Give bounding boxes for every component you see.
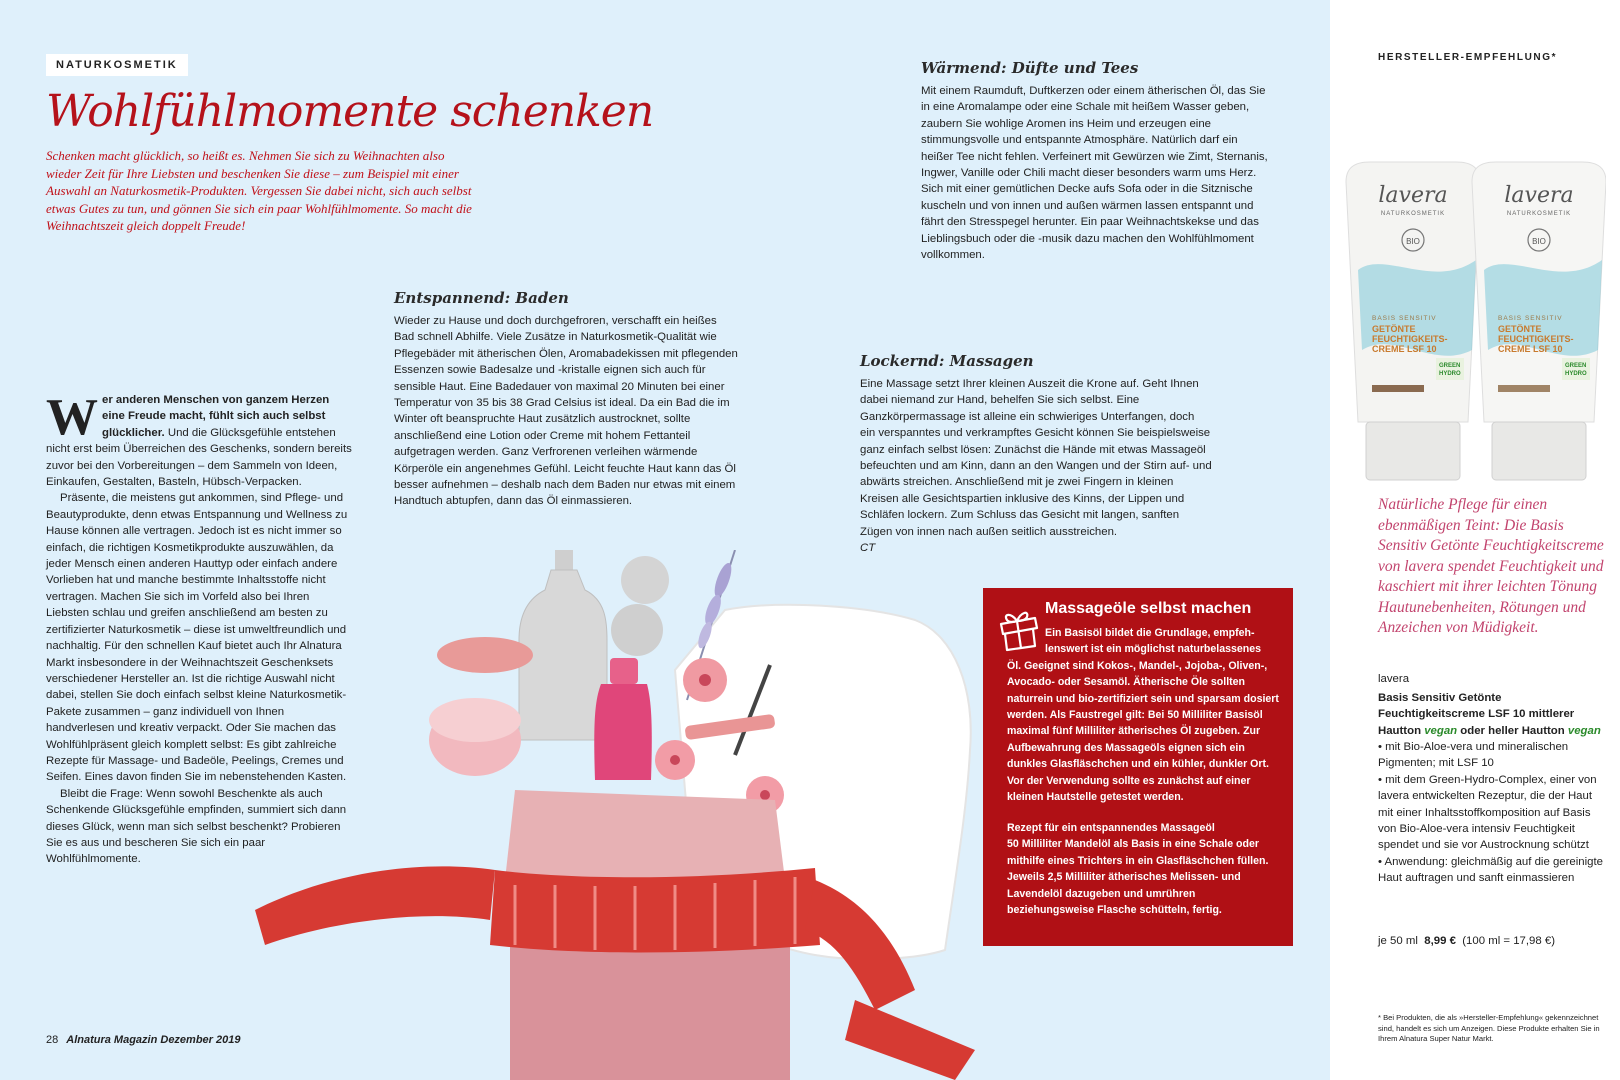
vegan-label: vegan <box>1567 724 1601 737</box>
price-amount: 8,99 € <box>1424 935 1456 947</box>
tube-1-seal: BIO <box>1406 237 1420 246</box>
section-duefte <box>921 59 1271 263</box>
tube-2-name-2: FEUCHTIGKEITS- <box>1498 334 1574 344</box>
tube-2-line: BASIS SENSITIV <box>1498 315 1563 322</box>
publication-name: Alnatura Magazin Dezember 2019 <box>66 1034 241 1046</box>
page-number: 28 <box>46 1034 59 1046</box>
article-intro: Schenken macht glücklich, so heißt es. Nehmen Sie sich zu Weihnachten also wieder Zeit für Ihre Liebsten und beschenken Sie diese – zum Beispiel mit einer Auswahl an Naturkosmetik-Produkten. Vergessen Sie dabei nicht, sich auch selbst etwas Gutes zu tun, und gönnen Sie sich ein paar Wohlfühlmomente. So macht die Weihnachtszeit gleich doppelt Freude! <box>46 148 472 233</box>
product-image <box>1344 160 1606 482</box>
glass-bottle-shape <box>519 550 607 740</box>
compact-shape <box>437 637 533 673</box>
section-duefte-heading: Wärmend: Düfte und Tees <box>921 59 1139 77</box>
author-initials: CT <box>860 542 876 555</box>
right-page <box>1330 0 1620 1080</box>
product-name-variant: oder heller Hautton <box>1457 724 1568 737</box>
main-article-column <box>46 389 354 868</box>
vegan-label: vegan <box>1424 724 1458 737</box>
main-article-paragraph-2: Präsente, die meistens gut ankommen, sind Pflege- und Beautyprodukte, denn etwas Entspannung und Wellness zu Hause können alle vertragen. Jedoch ist es nicht immer so einfach, die richtigen Kosmetikprodukte auszuwählen, da jeder Mensch einen anderen Hauttyp oder einfach andere Vorlieben hat und manche bestimmte Inhaltsstoffe nicht vertragen. Machen Sie sich im Vorfeld also bei Ihren Liebsten schlau und greifen anschließend am besten zu zertifizierter Naturkosmetik – diese ist umweltfreundlich und nachhaltig. Für den schnellen Kauf bietet auch Ihr Alnatura Markt insbesondere in der Weihnachtszeit Geschenksets verschiedener Hersteller an. Ist die richtige Auswahl nicht dabei, stellen Sie doch einfach selbst kleine Naturkosmetik-Pakete zusammen – ganz individuell von Ihnen handverlesen und kreativ verpackt. Oder Sie machen das Wohlfühlpräsent gleich komplett selbst: Es gibt zahlreiche Rezepte für Massage- und Badeöle, Peelings, Cremes und Seifen. Eines davon finden Sie im nebenstehenden Kasten. <box>46 492 348 784</box>
tube-1-name-1: GETÖNTE <box>1372 324 1416 334</box>
tube-2-badge-2: HYDRO <box>1565 371 1587 377</box>
info-box-recipe <box>1007 820 1281 918</box>
product-tube-2 <box>1472 162 1606 480</box>
feature-item: • mit dem Green-Hydro-Complex, einer von lavera entwickelten Rezeptur, die der Haut mit einer Inhaltsstoffkomposition auf Basis von Bio-Aloe-vera intensiv Feuchtigkeit spendet und sie vor Austrocknung schützt <box>1378 773 1597 852</box>
lead-bold-text: er anderen Menschen von ganzem Herzen eine Freude macht, fühlt sich auch selbst glücklicher. <box>102 394 330 439</box>
tube-1-line: BASIS SENSITIV <box>1372 315 1437 322</box>
recipe-text: 50 Milliliter Mandelöl als Basis in eine Schale oder mithilfe eines Trichters in ein Glasfläschchen füllen. Jeweils 2,5 Milliliter ätherisches Melissen- und Lavendelöl dazugeben und umrühren beziehungsweise Flasche schütteln, fertig. <box>1007 838 1269 917</box>
tube-2-badge-1: GREEN <box>1565 363 1587 369</box>
feature-item: • mit Bio-Aloe-vera und mineralischen Pigmenten; mit LSF 10 <box>1378 741 1569 770</box>
product-price <box>1378 935 1555 947</box>
product-name-main: Basis Sensitiv Getönte Feuchtigkeitscreme LSF 10 mittlerer Hautton <box>1378 692 1575 737</box>
tube-1-name-2: FEUCHTIGKEITS- <box>1372 334 1448 344</box>
section-massage-text: Eine Massage setzt Ihrer kleinen Auszeit die Krone auf. Geht Ihnen dabei niemand zur Hand, behelfen Sie sich selbst. Eine Ganzkörpermassage ist alleine ein schwieriges Unterfangen, doch ein verspanntes und verkrampftes Gesicht können Sie beispielsweise ganz einfach selbst lösen: Zunächst die Hände mit etwas Massageöl befeuchten und am Kinn, dann an den Wangen und der Stirn auf- und abwärts streichen. Anschließend mit je zwei Fingern in kleinen Kreisen alle Gesichtspartien inklusive des Kinns, der Lippen und Schläfen lockern. Zum Schluss das Gesicht mit langen, sanften Zügen von innen nach außen seitlich ausstreichen. <box>860 378 1212 538</box>
product-claim: Natürliche Pflege für einen ebenmäßigen Teint: Die Basis Sensitiv Getönte Feuchtigkeitscreme von lavera spendet Feuchtigkeit und kaschiert mit ihrer leichten Tönung Hautunebenheiten, Rötungen und Anzeichen von Müdigkeit. <box>1378 496 1604 636</box>
section-massage <box>860 352 1212 556</box>
tube-2-brand: lavera <box>1504 183 1574 208</box>
tube-2-name-3: CREME LSF 10 <box>1498 344 1563 354</box>
article-headline: Wohlfühlmomente schenken <box>46 86 654 137</box>
stone-shape <box>621 556 669 604</box>
info-box-text <box>1007 625 1281 805</box>
info-box-line-2: lenswert ist ein möglichst naturbelassenes <box>1045 643 1262 656</box>
tube-2-seal: BIO <box>1532 237 1546 246</box>
recommendation-tag: HERSTELLER-EMPFEHLUNG* <box>1378 52 1558 63</box>
tube-2-brand-sub: NATURKOSMETIK <box>1506 211 1572 217</box>
recipe-title: Rezept für ein entspannendes Massageöl <box>1007 822 1215 834</box>
page-folio <box>46 1034 240 1046</box>
info-box-rest: Öl. Geeignet sind Kokos-, Mandel-, Jojoba-, Oliven-, Avocado- oder Sesamöl. Ätherische Öle sollten naturrein und bio-zertifiziert sein und sparsam dosiert werden. Als Faustregel gilt: Bei 50 Milliliter Basisöl maximal fünf Milliliter ätherisches Öl zugeben. Zur Aufbewahrung des Massageöls eignen sich ein dunkles Glasfläschchen und ein kühler, dunkler Ort. Vor der Verwendung sollte es zunächst auf einer kleinen Hautstelle getestet werden. <box>1007 659 1279 804</box>
section-duefte-text: Mit einem Raumduft, Duftkerzen oder einem ätherischen Öl, das Sie in eine Aromalampe oder eine Schale mit heißem Wasser geben, zaubern Sie wohlige Aromen ins Heim und erzeugen eine stimmungsvolle und entspannte Atmosphäre. Natürlich darf ein heißer Tee nicht fehlen. Verfeinert mit Gewürzen wie Zimt, Sternanis, Ingwer, Vanille oder Chili macht dieser besonders warm ums Herz. Sich mit einer gemütlichen Decke aufs Sofa oder in die Sitznische kuscheln und von innen und außen wärmen lassen entspannt und fährt den Stresspegel herunter. Ein paar Weihnachtskekse und das Lieblingsbuch oder die -musik dazu machen den Wohlfühlmoment vollkommen. <box>921 85 1268 262</box>
tube-1-badge-2: HYDRO <box>1439 371 1461 377</box>
info-box-massageoele <box>983 588 1293 946</box>
price-unit: (100 ml = 17,98 €) <box>1462 935 1556 947</box>
info-box-line-1: Ein Basisöl bildet die Grundlage, empfeh- <box>1045 627 1255 639</box>
tube-2-name-1: GETÖNTE <box>1498 324 1542 334</box>
stone-shape <box>611 604 663 656</box>
main-article-paragraph-3: Bleibt die Frage: Wenn sowohl Beschenkte als auch Schenkende Glücksgefühle empfinden, summiert sich dann dieses Glück, wenn man sich selbst beschenkt? Probieren Sie es aus und bescheren Sie sich ein paar Wohlfühlmomente. <box>46 787 347 866</box>
section-baden-text: Wieder zu Hause und doch durchgefroren, verschafft ein heißes Bad schnell Abhilfe. Viele Zusätze in Naturkosmetik-Qualität wie Pflegebäder mit ätherischen Ölen, Aromabadekissen mit pflegenden Essenzen sowie Badesalze und -kristalle eignen sich auch für sensible Haut. Eine Badedauer von maximal 20 Minuten bei einer Temperatur von 35 bis 38 Grad Celsius ist ideal. Da ein Bad die im Winter oft beanspruchte Haut zusätzlich austrocknet, sollte anschließend eine Lotion oder Creme mit hohem Fettanteil aufgetragen werden. Ganz Verfrorenen verleihen wärmende Körperöle ein angenehmes Gefühl. Leicht feuchte Haut kann das Öl besser aufnehmen – deshalb nach dem Baden nur etwas mit einem Handtuch abtupfen, dann das Öl einmassieren. <box>394 315 738 508</box>
info-box-title: Massageöle selbst machen <box>1045 600 1252 617</box>
tube-1-brand: lavera <box>1378 183 1448 208</box>
section-massage-heading: Lockernd: Massagen <box>860 352 1034 370</box>
lead-text: Und die Glücksgefühle entstehen nicht erst beim Überreichen des Geschenks, sondern bereits zuvor bei den Vorbereitungen – dem Sammeln von Ideen, Einkaufen, Gestalten, Basteln, Hübsch-Verpacken. <box>46 426 352 489</box>
main-article-lead <box>46 389 354 490</box>
ad-footnote: * Bei Produkten, die als »Hersteller-Empfehlung« gekennzeichnet sind, handelt es sich um Anzeigen. Diese Produkte erhalten Sie in Ihrem Alnatura Super Natur Markt. <box>1378 1013 1600 1043</box>
product-tube-1 <box>1346 162 1480 480</box>
tube-1-name-3: CREME LSF 10 <box>1372 344 1437 354</box>
gift-illustration <box>255 550 1035 1080</box>
drop-cap: W <box>46 389 98 446</box>
section-baden <box>394 289 738 510</box>
product-features <box>1378 739 1610 887</box>
section-baden-heading: Entspannend: Baden <box>394 289 569 307</box>
tube-1-brand-sub: NATURKOSMETIK <box>1380 211 1446 217</box>
tube-1-badge-1: GREEN <box>1439 363 1461 369</box>
product-brand: lavera <box>1378 673 1410 685</box>
basket-shape <box>505 790 785 880</box>
feature-item: • Anwendung: gleichmäßig auf die gereinigte Haut auftragen und sanft einmassieren <box>1378 855 1603 885</box>
section-tag: NATURKOSMETIK <box>46 54 188 76</box>
product-name <box>1378 690 1608 739</box>
price-size: je 50 ml <box>1378 935 1418 947</box>
